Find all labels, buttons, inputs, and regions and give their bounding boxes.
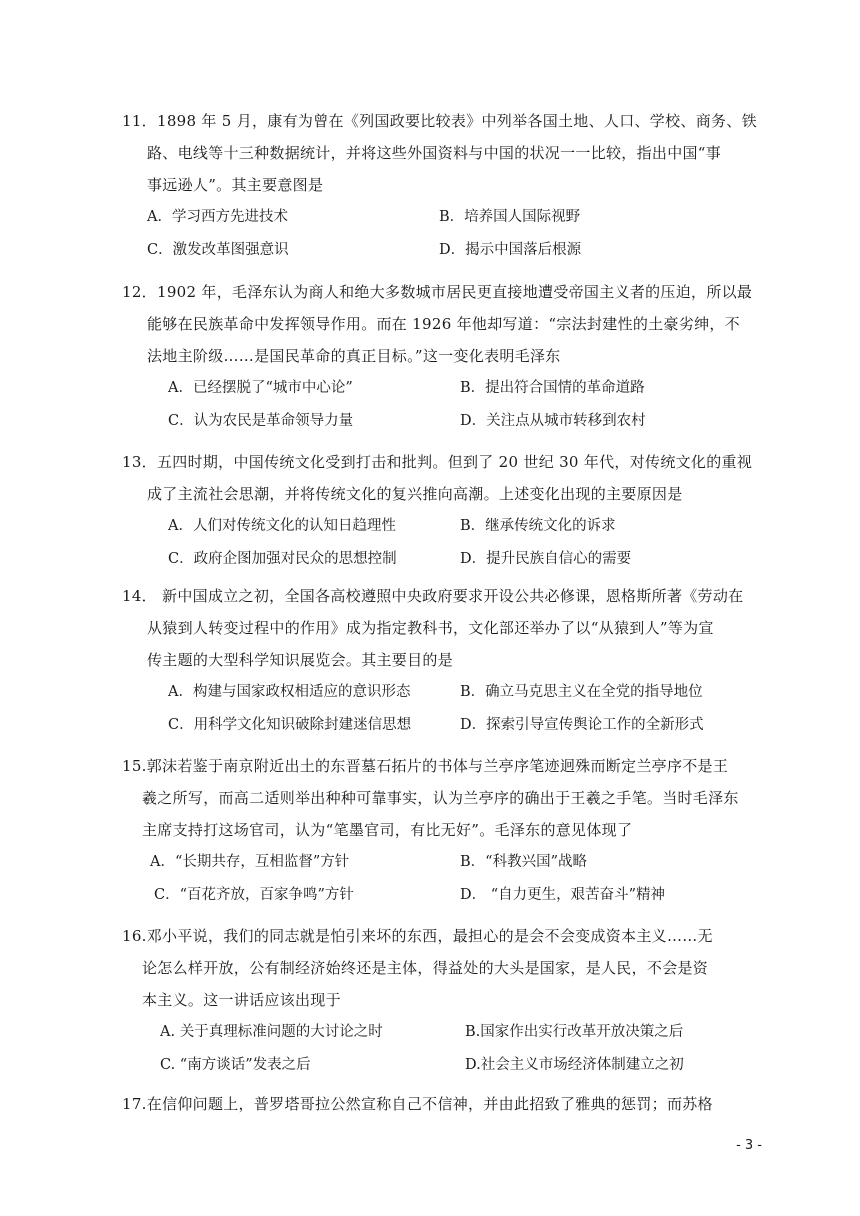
option-c[interactable]: C．激发改革图强意识 bbox=[147, 242, 289, 258]
option-a[interactable]: A．学习西方先进技术 bbox=[147, 209, 288, 225]
question-stem-line: 从猿到人转变过程中的作用》成为指定教科书，文化部还举办了以“从猿到人”等为宣 bbox=[147, 619, 714, 637]
question-12 bbox=[122, 276, 762, 438]
option-b[interactable]: B.国家作出实行改革开放决策之后 bbox=[465, 1024, 684, 1040]
option-row bbox=[122, 543, 762, 576]
question-stem-line: 12．1902 年，毛泽东认为商人和绝大多数城市居民更直接地遭受帝国主义者的压迫，所以最 bbox=[122, 283, 753, 301]
option-row bbox=[122, 510, 762, 543]
question-stem-line: 论怎么样开放，公有制经济始终还是主体，得益处的大头是国家，是人民，不会是资 bbox=[142, 959, 709, 977]
option-a[interactable]: A．已经摆脱了“城市中心论” bbox=[168, 380, 353, 396]
option-a[interactable]: A．人们对传统文化的认知日趋理性 bbox=[168, 518, 396, 534]
option-b[interactable]: B．培养国人国际视野 bbox=[439, 209, 581, 225]
option-a[interactable]: A．“长期共存，互相监督”方针 bbox=[150, 854, 350, 870]
question-stem-line: 本主义。这一讲话应该出现于 bbox=[142, 991, 341, 1009]
question-stem-line: 14． 新中国成立之初，全国各高校遵照中央政府要求开设公共必修课，恩格斯所著《劳动在 bbox=[122, 587, 744, 605]
option-row bbox=[122, 234, 762, 267]
question-stem-line: 11．1898 年 5 月，康有为曾在《列国政要比较表》中列举各国土地、人口、学校、商务、铁 bbox=[122, 112, 757, 130]
question-13 bbox=[122, 446, 762, 576]
question-stem-line: 13．五四时期，中国传统文化受到打击和批判。但到了 20 世纪 30 年代，对传统文化的重视 bbox=[122, 453, 753, 471]
question-stem-line: 法地主阶级……是国民革命的真正目标。”这一变化表明毛泽东 bbox=[147, 347, 561, 365]
question-stem-line: 16.邓小平说，我们的同志就是怕引来坏的东西，最担心的是会不会变成资本主义……无 bbox=[122, 927, 713, 945]
question-17 bbox=[122, 1088, 762, 1120]
question-stem-line: 事远逊人”。其主要意图是 bbox=[147, 176, 324, 194]
question-16 bbox=[122, 920, 762, 1082]
question-stem-line: 主席支持打这场官司，认为“笔墨官司，有比无好”。毛泽东的意见体现了 bbox=[142, 821, 633, 839]
page-number: - 3 - bbox=[736, 1138, 762, 1153]
option-c[interactable]: C．用科学文化知识破除封建迷信思想 bbox=[168, 717, 412, 733]
option-c[interactable]: C. “南方谈话”发表之后 bbox=[160, 1057, 311, 1073]
option-row bbox=[122, 709, 762, 742]
option-row bbox=[122, 846, 762, 879]
option-d[interactable]: D．关注点从城市转移到农村 bbox=[460, 413, 646, 429]
question-stem-line: 成了主流社会思潮，并将传统文化的复兴推向高潮。上述变化出现的主要原因是 bbox=[147, 485, 683, 503]
option-row bbox=[122, 676, 762, 709]
option-row bbox=[122, 405, 762, 438]
option-c[interactable]: C．“百花齐放，百家争鸣”方针 bbox=[154, 887, 354, 903]
option-row bbox=[122, 879, 762, 912]
option-b[interactable]: B．提出符合国情的革命道路 bbox=[460, 380, 645, 396]
option-c[interactable]: C．政府企图加强对民众的思想控制 bbox=[168, 551, 397, 567]
option-row bbox=[122, 1016, 762, 1049]
option-b[interactable]: B．“科教兴国”战略 bbox=[460, 854, 587, 870]
option-d[interactable]: D．提升民族自信心的需要 bbox=[460, 551, 632, 567]
option-b[interactable]: B．确立马克思主义在全党的指导地位 bbox=[460, 684, 703, 700]
question-stem-line: 15.郭沫若鉴于南京附近出土的东晋墓石拓片的书体与兰亭序笔迹迥殊而断定兰亭序不是王 bbox=[122, 757, 729, 775]
option-a[interactable]: A. 关于真理标准问题的大讨论之时 bbox=[160, 1024, 383, 1040]
option-row bbox=[122, 1049, 762, 1082]
question-stem-line: 17.在信仰问题上，普罗塔哥拉公然宣称自己不信神，并由此招致了雅典的惩罚；而苏格 bbox=[122, 1095, 713, 1113]
option-b[interactable]: B．继承传统文化的诉求 bbox=[460, 518, 616, 534]
option-row bbox=[122, 372, 762, 405]
question-15 bbox=[122, 750, 762, 912]
option-a[interactable]: A．构建与国家政权相适应的意识形态 bbox=[168, 684, 411, 700]
question-14 bbox=[122, 580, 762, 742]
question-stem-line: 传主题的大型科学知识展览会。其主要目的是 bbox=[147, 651, 454, 669]
option-row bbox=[122, 201, 762, 234]
question-stem-line: 羲之所写，而高二适则举出种种可靠事实，认为兰亭序的确出于王羲之手笔。当时毛泽东 bbox=[142, 789, 739, 807]
option-d[interactable]: D． “自力更生，艰苦奋斗”精神 bbox=[460, 887, 666, 903]
question-11 bbox=[122, 105, 762, 267]
option-d[interactable]: D.社会主义市场经济体制建立之初 bbox=[465, 1057, 684, 1073]
option-c[interactable]: C．认为农民是革命领导力量 bbox=[168, 413, 354, 429]
question-stem-line: 能够在民族革命中发挥领导作用。而在 1926 年他却写道：“宗法封建性的土豪劣绅，不 bbox=[147, 315, 740, 333]
option-d[interactable]: D．探索引导宣传舆论工作的全新形式 bbox=[460, 717, 704, 733]
option-d[interactable]: D．揭示中国落后根源 bbox=[439, 242, 582, 258]
question-stem-line: 路、电线等十三种数据统计，并将这些外国资料与中国的状况一一比较，指出中国“事 bbox=[147, 144, 722, 162]
